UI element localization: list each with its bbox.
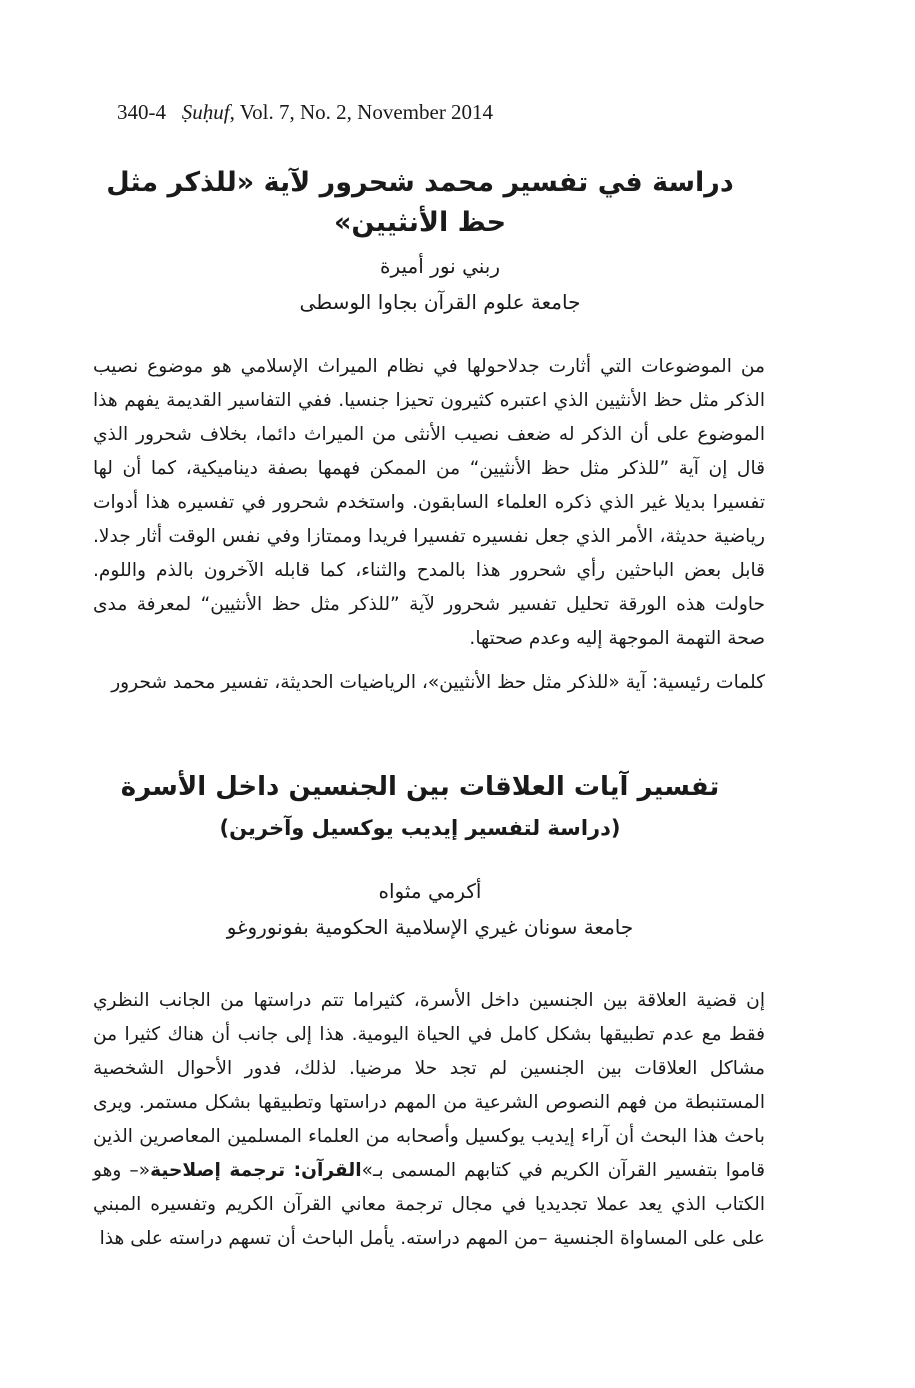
article1-author: ربني نور أميرة xyxy=(379,254,501,278)
article2-book-title: القرآن: ترجمة إصلاحية xyxy=(150,1160,362,1181)
article2-abstract-text xyxy=(93,984,765,1256)
article2-author: أكرمي مثواه xyxy=(378,879,482,903)
article1-abstract xyxy=(93,350,765,656)
keywords-label: كلمات رئيسية: xyxy=(651,672,765,693)
article1-title: دراسة في تفسير محمد شحرور لآية «للذكر مثل حظ الأنثيين» xyxy=(106,167,734,238)
article1-byline xyxy=(230,248,650,320)
article2-affiliation: جامعة سونان غيري الإسلامية الحكومية بفونوروغو xyxy=(226,915,634,939)
article2-abstract-part1: إن قضية العلاقة بين الجنسين داخل الأسرة، كثيراما تتم دراستها من الجانب النظري فقط مع عدم تطبيقها بشكل كامل في الحياة اليومية. هذا إلى جانب أن هناك كثيرا من مشاكل العلاقات بين الجنسين لم تجد حلا مرضيا. لذلك، فدور الأحوال الشخصية المستنبطة من فهم النصوص الشرعية من المهم دراستها وتطبيقها بشكل مستمر. ويرى باحث هذا البحث أن آراء إيديب يوكسيل وأصحابه من العلماء المسلمين المعاصرين الذين قاموا بتفسير القرآن الكريم في كتابهم المسمى بـ» xyxy=(93,990,765,1181)
keywords-text: آية «للذكر مثل حظ الأنثيين»، الرياضيات الحديثة، تفسير محمد شحرور xyxy=(111,672,647,693)
page-number: 340-4 xyxy=(117,100,166,124)
issue-details: , Vol. 7, No. 2, November 2014 xyxy=(229,100,494,124)
article2-abstract-part2: «– وهو الكتاب الذي يعد عملا تجديديا في مجال ترجمة معاني القرآن الكريم وتفسيره المبني على على المساواة الجنسية –من المهم دراسته. يأمل الباحث أن تسهم دراسته على هذا xyxy=(93,1160,765,1249)
running-head xyxy=(117,98,757,126)
article1-abstract-text: من الموضوعات التي أثارت جدلاحولها في نظام الميراث الإسلامي هو موضوع نصيب الذكر مثل حظ الأنثيين الذي اعتبره كثيرون تحيزا جنسيا. ففي التفاسير القديمة يفهم هذا الموضوع على أن الذكر له ضعف نصيب الأنثى من الميراث دائما، بخلاف شحرور الذي قال إن آية ”للذكر مثل حظ الأنثيين“ من الممكن فهمها بصفة ديناميكية، كما أن لها تفسيرا بديلا غير الذي ذكره العلماء السابقون. واستخدم شحرور في تفسيره هذا أدوات رياضية حديثة، الأمر الذي جعل نفسيره تفسيرا فريدا وممتازا وفي نفس الوقت أثار جدلا. قابل بعض الباحثين رأي شحرور هذا بالمدح والثناء، كما قابله الآخرون بالذم واللوم. حاولت هذه الورقة تحليل تفسير شحرور لآية ”للذكر مثل حظ الأنثيين“ لمعرفة مدى صحة التهمة الموجهة إليه وعدم صحتها. xyxy=(93,356,765,649)
article1-keywords xyxy=(93,666,765,700)
journal-name: Ṣuḥuf xyxy=(181,100,230,124)
article2-byline xyxy=(200,873,660,945)
article1-affiliation: جامعة علوم القرآن بجاوا الوسطى xyxy=(299,290,581,314)
article2-title: تفسير آيات العلاقات بين الجنسين داخل الأسرة xyxy=(120,772,720,802)
article2-abstract xyxy=(93,984,765,1256)
article2-subtitle: (دراسة لتفسير إيديب يوكسيل وآخرين) xyxy=(219,816,621,840)
